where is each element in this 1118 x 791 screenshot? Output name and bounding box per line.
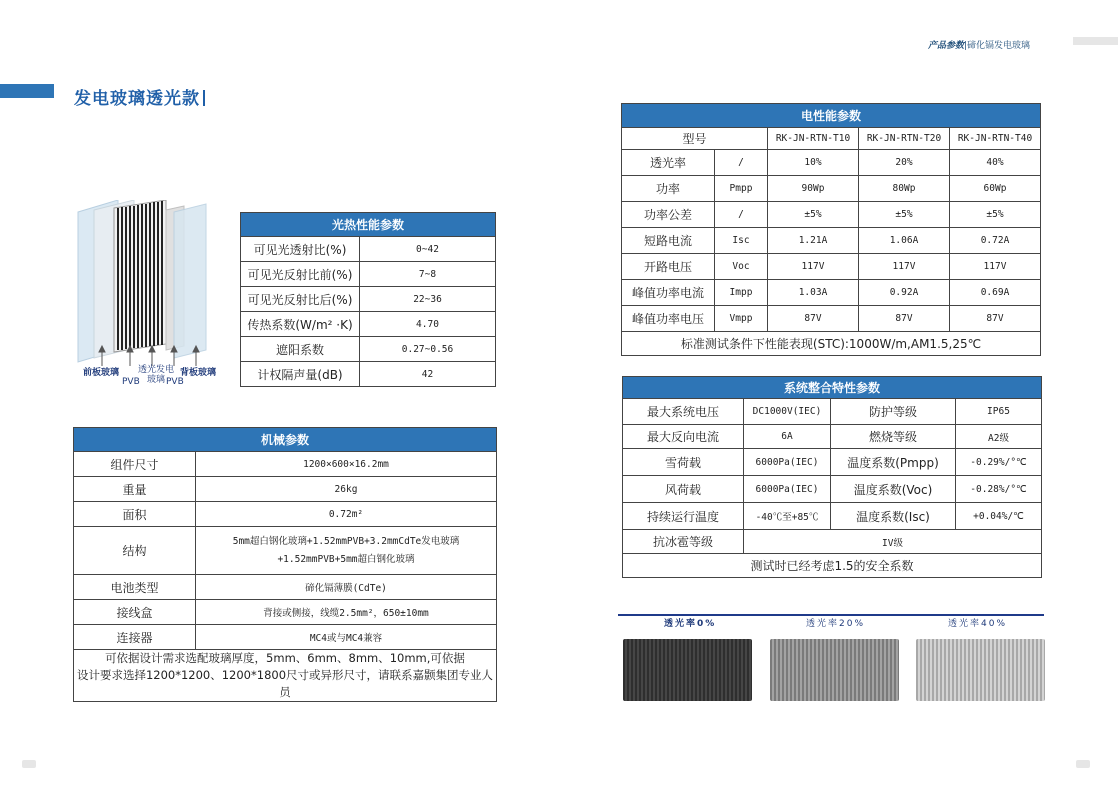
row-value: 0.69A: [950, 280, 1041, 306]
row-label: 峰值功率电压: [622, 306, 715, 332]
row-value: 20%: [859, 150, 950, 176]
system-params-table: [622, 376, 1042, 578]
row-label: 功率公差: [622, 202, 715, 228]
row-label: 可见光反射比前(%): [241, 262, 360, 287]
row-value: 碲化镉薄膜(CdTe): [196, 575, 497, 600]
row-label: 功率: [622, 176, 715, 202]
row-symbol: Vmpp: [715, 306, 768, 332]
row-value: 1200×600×16.2mm: [196, 452, 497, 477]
table-title: 系统整合特性参数: [623, 377, 1042, 399]
swatch-0-percent: [623, 639, 752, 701]
row-value: ±5%: [768, 202, 859, 228]
row-label: 峰值功率电流: [622, 280, 715, 306]
row-value: 0.72A: [950, 228, 1041, 254]
swatch-label: 透光率0%: [660, 616, 720, 629]
label-pvb-2: PVB: [166, 377, 184, 387]
mechanical-note: 可依据设计需求选配玻璃厚度，5mm、6mm、8mm、10mm,可依据 设计要求选择1200*1200、1200*1800尺寸或异形尺寸，请联系嘉颢集团专业人员: [74, 650, 497, 702]
row-value: 0.92A: [859, 280, 950, 306]
row-value: 80Wp: [859, 176, 950, 202]
swatch-40-percent: [916, 639, 1045, 701]
row-label: 计权隔声量(dB): [241, 362, 360, 387]
row-label: 防护等级: [831, 399, 956, 425]
row-label: 温度系数(Voc): [831, 476, 956, 503]
row-label: 可见光反射比后(%): [241, 287, 360, 312]
label-pvb-1: PVB: [122, 377, 140, 387]
model-name: RK-JN-RTN-T20: [859, 128, 950, 150]
row-value: A2级: [956, 425, 1042, 449]
row-value: 22~36: [360, 287, 496, 312]
table-title: 光热性能参数: [241, 213, 496, 237]
row-value: ±5%: [859, 202, 950, 228]
row-label: 风荷载: [623, 476, 744, 503]
row-value: 26kg: [196, 477, 497, 502]
row-value: 6A: [744, 425, 831, 449]
row-value: +0.04%/℃: [956, 503, 1042, 530]
row-label: 面积: [74, 502, 196, 527]
row-value: 117V: [768, 254, 859, 280]
row-label: 最大反向电流: [623, 425, 744, 449]
row-label: 结构: [74, 527, 196, 575]
row-symbol: Voc: [715, 254, 768, 280]
header-accent-bar: [0, 84, 54, 98]
row-label: 温度系数(Pmpp): [831, 449, 956, 476]
row-label: 接线盒: [74, 600, 196, 625]
label-power-glass: 透光发电 玻璃: [137, 365, 174, 385]
row-value: 60Wp: [950, 176, 1041, 202]
optical-params-table: [240, 212, 496, 387]
row-value: -0.28%/°℃: [956, 476, 1042, 503]
row-value: 0~42: [360, 237, 496, 262]
model-name: RK-JN-RTN-T40: [950, 128, 1041, 150]
swatch-label: 透光率20%: [802, 616, 869, 629]
model-label: 型号: [622, 128, 768, 150]
row-value: 1.06A: [859, 228, 950, 254]
row-label: 最大系统电压: [623, 399, 744, 425]
row-label: 温度系数(Isc): [831, 503, 956, 530]
row-value: 7~8: [360, 262, 496, 287]
row-symbol: Pmpp: [715, 176, 768, 202]
system-footer: 测试时已经考虑1.5的安全系数: [623, 554, 1042, 578]
row-label: 开路电压: [622, 254, 715, 280]
swatch-label: 透光率40%: [944, 616, 1011, 629]
row-value: 6000Pa(IEC): [744, 449, 831, 476]
row-symbol: Impp: [715, 280, 768, 306]
row-value: 87V: [950, 306, 1041, 332]
row-label: 遮阳系数: [241, 337, 360, 362]
row-value: 117V: [859, 254, 950, 280]
row-value: 5mm超白钢化玻璃+1.52mmPVB+3.2mmCdTe发电玻璃 +1.52mmPVB+5mm超白钢化玻璃: [196, 527, 497, 575]
row-value: DC1000V(IEC): [744, 399, 831, 425]
row-label: 连接器: [74, 625, 196, 650]
corner-mark-right: [1076, 760, 1090, 768]
back-glass-layer: [174, 204, 206, 358]
row-value: IP65: [956, 399, 1042, 425]
row-value: -40℃至+85℃: [744, 503, 831, 530]
row-label: 持续运行温度: [623, 503, 744, 530]
row-label: 透光率: [622, 150, 715, 176]
model-name: RK-JN-RTN-T10: [768, 128, 859, 150]
row-symbol: Isc: [715, 228, 768, 254]
row-label: 传热系数(W/m² ·K): [241, 312, 360, 337]
row-value: 1.21A: [768, 228, 859, 254]
row-label: 可见光透射比(%): [241, 237, 360, 262]
row-value: 6000Pa(IEC): [744, 476, 831, 503]
power-glass-layer: [114, 200, 166, 352]
row-label: 燃烧等级: [831, 425, 956, 449]
section-header: 产品参数|碲化镉发电玻璃: [928, 41, 1031, 51]
row-value: 90Wp: [768, 176, 859, 202]
row-label: 抗冰雹等级: [623, 530, 744, 554]
row-value: 42: [360, 362, 496, 387]
table-title: 机械参数: [74, 428, 497, 452]
row-value: 背接或侧接，线缆2.5mm²，650±10mm: [196, 600, 497, 625]
row-value: ±5%: [950, 202, 1041, 228]
corner-tab: [1073, 37, 1118, 45]
corner-mark-left: [22, 760, 36, 768]
row-value: 40%: [950, 150, 1041, 176]
row-label: 组件尺寸: [74, 452, 196, 477]
electrical-params-table: [621, 103, 1041, 356]
row-value: MC4或与MC4兼容: [196, 625, 497, 650]
row-value: 4.70: [360, 312, 496, 337]
row-value: 0.72m²: [196, 502, 497, 527]
row-label: 重量: [74, 477, 196, 502]
row-value: 1.03A: [768, 280, 859, 306]
row-value: 0.27~0.56: [360, 337, 496, 362]
electrical-footer: 标准测试条件下性能表现(STC):1000W/m,AM1.5,25℃: [622, 332, 1041, 356]
label-back-glass: 背板玻璃: [180, 368, 217, 378]
swatch-20-percent: [770, 639, 899, 701]
row-value: 10%: [768, 150, 859, 176]
mechanical-params-table: [73, 427, 497, 702]
row-label: 电池类型: [74, 575, 196, 600]
label-front-glass: 前板玻璃: [83, 368, 120, 378]
row-symbol: /: [715, 202, 768, 228]
row-symbol: /: [715, 150, 768, 176]
row-label: 雪荷载: [623, 449, 744, 476]
row-value: -0.29%/°℃: [956, 449, 1042, 476]
row-label: 短路电流: [622, 228, 715, 254]
row-value: IV级: [744, 530, 1042, 554]
row-value: 87V: [859, 306, 950, 332]
row-value: 117V: [950, 254, 1041, 280]
page-title: 发电玻璃透光款: [74, 84, 205, 109]
row-value: 87V: [768, 306, 859, 332]
table-title: 电性能参数: [622, 104, 1041, 128]
